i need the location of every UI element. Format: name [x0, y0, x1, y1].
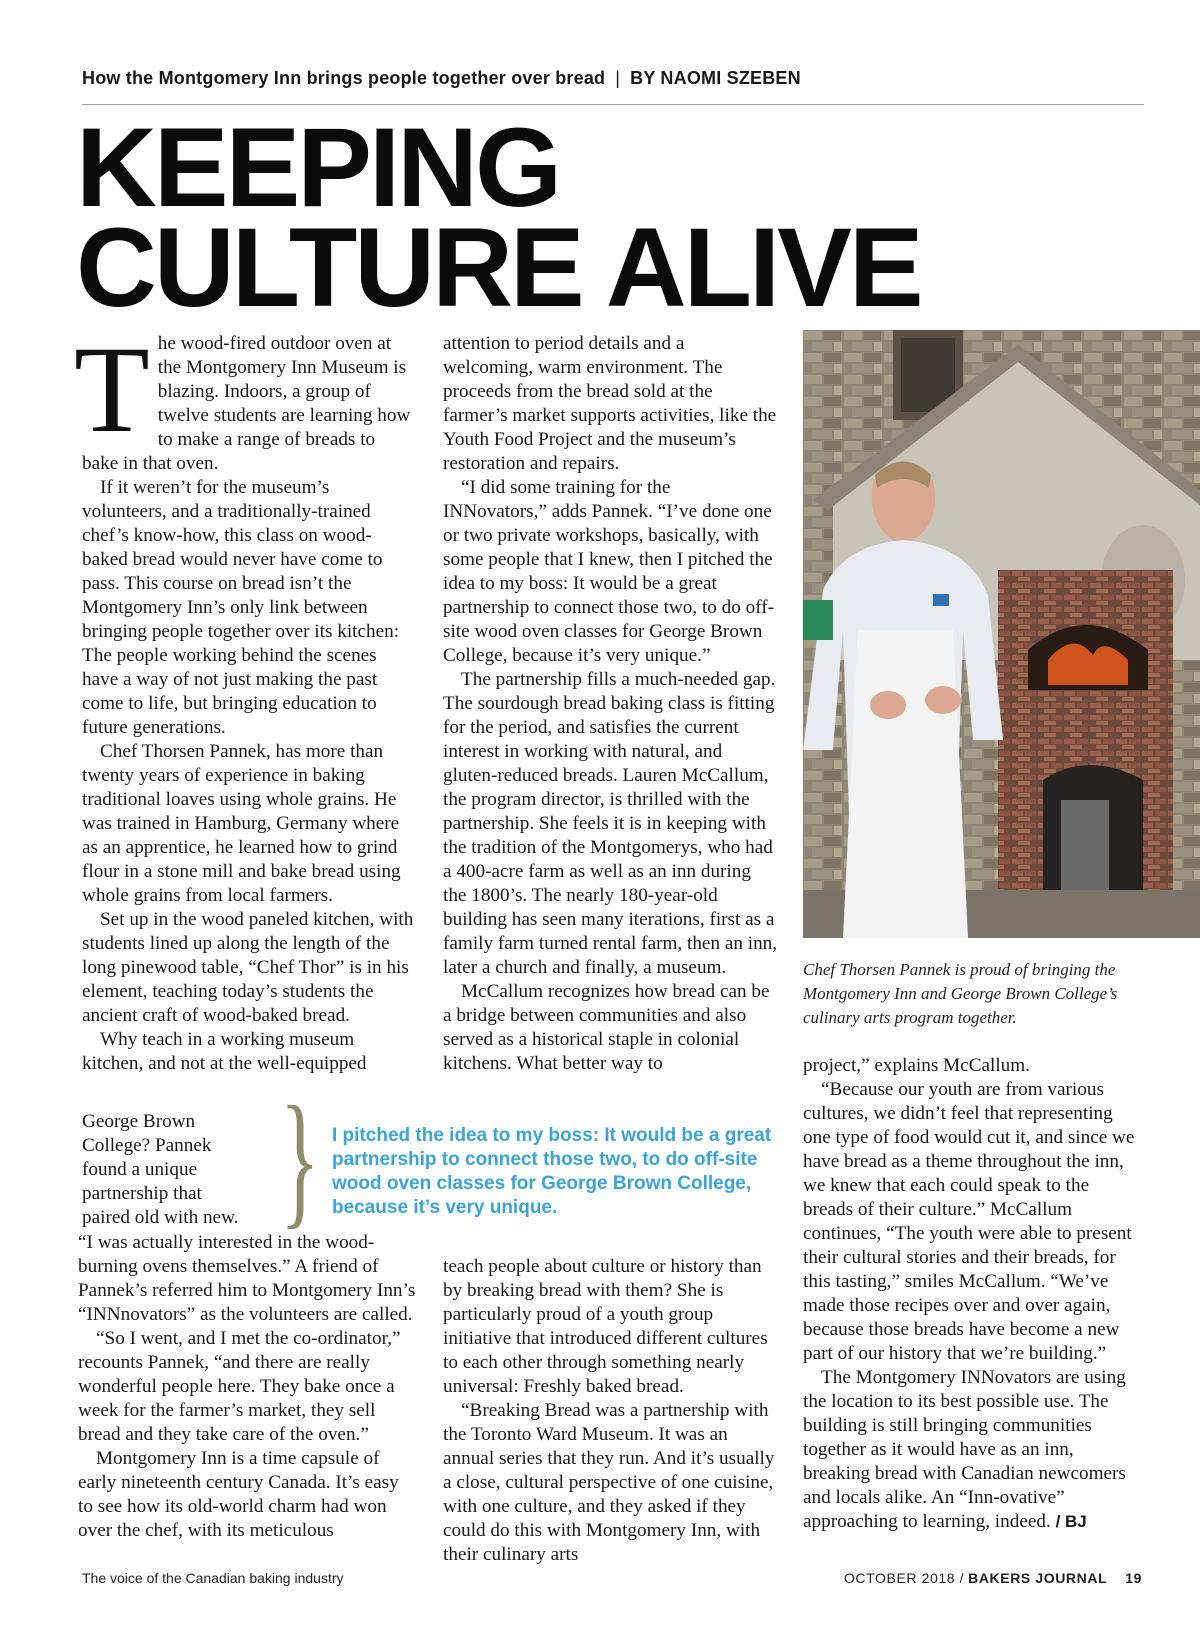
- paragraph: “I was actually interested in the wood-burning ovens themselves.” A friend of Pannek’s referred him to Montgomery Inn’s “INNnovators” as the volunteers are called.: [78, 1232, 416, 1325]
- paragraph: If it weren’t for the museum’s volunteers, and a traditionally-trained chef’s know-how, this class on wood-baked bread would never have come to pass. This course on bread isn’t the Montgomery Inn’s only link between bringing people together over its kitchen: The people working behind the scenes have a way of not just making the past come to life, but bringing education to future generations.: [82, 477, 400, 738]
- byline: BY NAOMI SZEBEN: [630, 68, 801, 88]
- paragraph-text: he wood-fired outdoor oven at the Montgomery Inn Museum is blazing. Indoors, a group of twelve students are learning how to make a range of breads to bake in that oven.: [82, 333, 411, 474]
- paragraph: The partnership fills a much-needed gap. The sourdough bread baking class is fitting for the period, and satisfies the current interest in working with natural, and gluten-reduced breads. Lauren McCallum, the program director, is thrilled with the partnership. She feels it is in keeping with the tradition of the Montgomerys, who had a 400-acre farm as well as an inn during the 1800’s. The nearly 180-year-old building has seen many iterations, first as a family farm turned rental farm, then an inn, later a church and finally, a museum.: [443, 669, 778, 978]
- page-number: 19: [1125, 1570, 1142, 1586]
- paragraph: Montgomery Inn is a time capsule of early nineteenth century Canada. It’s easy to see how its old-world charm had won over the chef, with its meticulous: [78, 1448, 399, 1541]
- paragraph: project,” explains McCallum.: [803, 1055, 1030, 1076]
- paragraph: “Breaking Bread was a partnership with the Toronto Ward Museum. It was an annual series that they run. And it’s usually a close, cultural perspective of one cuisine, with one culture, and they asked if they could do this with Montgomery Inn, with their culinary arts: [443, 1400, 775, 1565]
- paragraph: “I did some training for the INNovators,” adds Pannek. “I’ve done one or two private workshops, basically, with some people that I knew, then I pitched the idea to my boss: It would be a great partnership to connect those two, to do off-site wood oven classes for George Brown College, because it’s very unique.”: [443, 477, 775, 666]
- headline: [76, 105, 921, 330]
- pullquote: I pitched the idea to my boss: It would be a great partnership to connect those two, to do off-site wood oven classes for George Brown College, because it’s very unique.: [332, 1125, 772, 1218]
- paragraph: Why teach in a working museum kitchen, and not at the well-equipped: [82, 1029, 367, 1074]
- paragraph: teach people about culture or history than by breaking bread with them? She is particularly proud of a youth group initiative that introduced different cultures to each other through something nearly universal: Freshly baked bread.: [443, 1256, 768, 1397]
- pullquote-wrap-text: George Brown College? Pannek found a unique partnership that paired old with new.: [82, 1111, 239, 1228]
- article-header: [82, 68, 1142, 89]
- paragraph: Set up in the wood paneled kitchen, with students lined up along the length of the long pinewood table, “Chef Thor” is in his element, teaching today’s students the ancient craft of wood-baked bread.: [82, 909, 414, 1026]
- photo-caption: Chef Thorsen Pannek is proud of bringing the Montgomery Inn and George Brown College’s culinary arts program together.: [803, 960, 1118, 1027]
- paragraph: [803, 1366, 1139, 1534]
- article-column-1: [74, 321, 416, 1076]
- end-mark: / BJ: [1055, 1512, 1087, 1531]
- paragraph: [74, 321, 416, 476]
- footer-folio: [826, 1570, 1142, 1586]
- paragraph: “So I went, and I met the co-ordinator,” recounts Pannek, “and there are really wonderful people here. They bake once a week for the farmer’s market, they sell bread and they take care of the oven.”: [78, 1328, 401, 1445]
- footer-magazine-name: BAKERS JOURNAL: [968, 1570, 1108, 1586]
- footer-tagline: The voice of the Canadian baking industry: [82, 1570, 344, 1586]
- headline-line-2: CULTURE ALIVE: [76, 205, 921, 330]
- article-column-1-continued: [78, 1231, 416, 1543]
- article-column-2-continued: [443, 1255, 779, 1567]
- drop-cap: T: [74, 321, 150, 458]
- article-column-3: [803, 1054, 1139, 1534]
- footer-issue: OCTOBER 2018 /: [843, 1570, 965, 1586]
- paragraph: attention to period details and a welcoming, warm environment. The proceeds from the bread sold at the farmer’s market supports activities, like the Youth Food Project and the museum’s restoration and repairs.: [443, 333, 777, 474]
- article-column-2: [443, 332, 779, 1076]
- paragraph: “Because our youth are from various cultures, we didn’t feel that representing one type of food would cut it, and since we have bread as a theme throughout the inn, we knew that each could speak to the breads of their culture.” McCallum continues, “The youth were able to present their cultural stories and their breads, for this tasting,” smiles McCallum. “We’ve made those recipes over and over again, because those breads have become a new part of our history that we’re building.”: [803, 1079, 1135, 1364]
- paragraph: McCallum recognizes how bread can be a bridge between communities and also served as a historical staple in colonial kitchens. What better way to: [443, 981, 770, 1074]
- pullquote-brace: }: [280, 1076, 320, 1242]
- paragraph: Chef Thorsen Pannek, has more than twenty years of experience in baking traditional loaves using whole grains. He was trained in Hamburg, Germany where as an apprentice, he learned how to grind flour in a stone mill and bake bread using whole grains from local farmers.: [82, 741, 401, 906]
- article-deck: How the Montgomery Inn brings people together over bread: [82, 68, 606, 88]
- headline-line-1: KEEPING: [76, 105, 560, 230]
- header-separator: |: [615, 68, 621, 88]
- paragraph-text: The Montgomery INNovators are using the location to its best possible use. The building is still bringing communities together as it would have as an inn, breaking bread with Canadian newcomers and locals alike. An “Inn-ovative” approaching to learning, indeed.: [803, 1367, 1126, 1532]
- chef-photo: [803, 330, 1200, 938]
- chef-at-oven-illustration: [803, 330, 1200, 938]
